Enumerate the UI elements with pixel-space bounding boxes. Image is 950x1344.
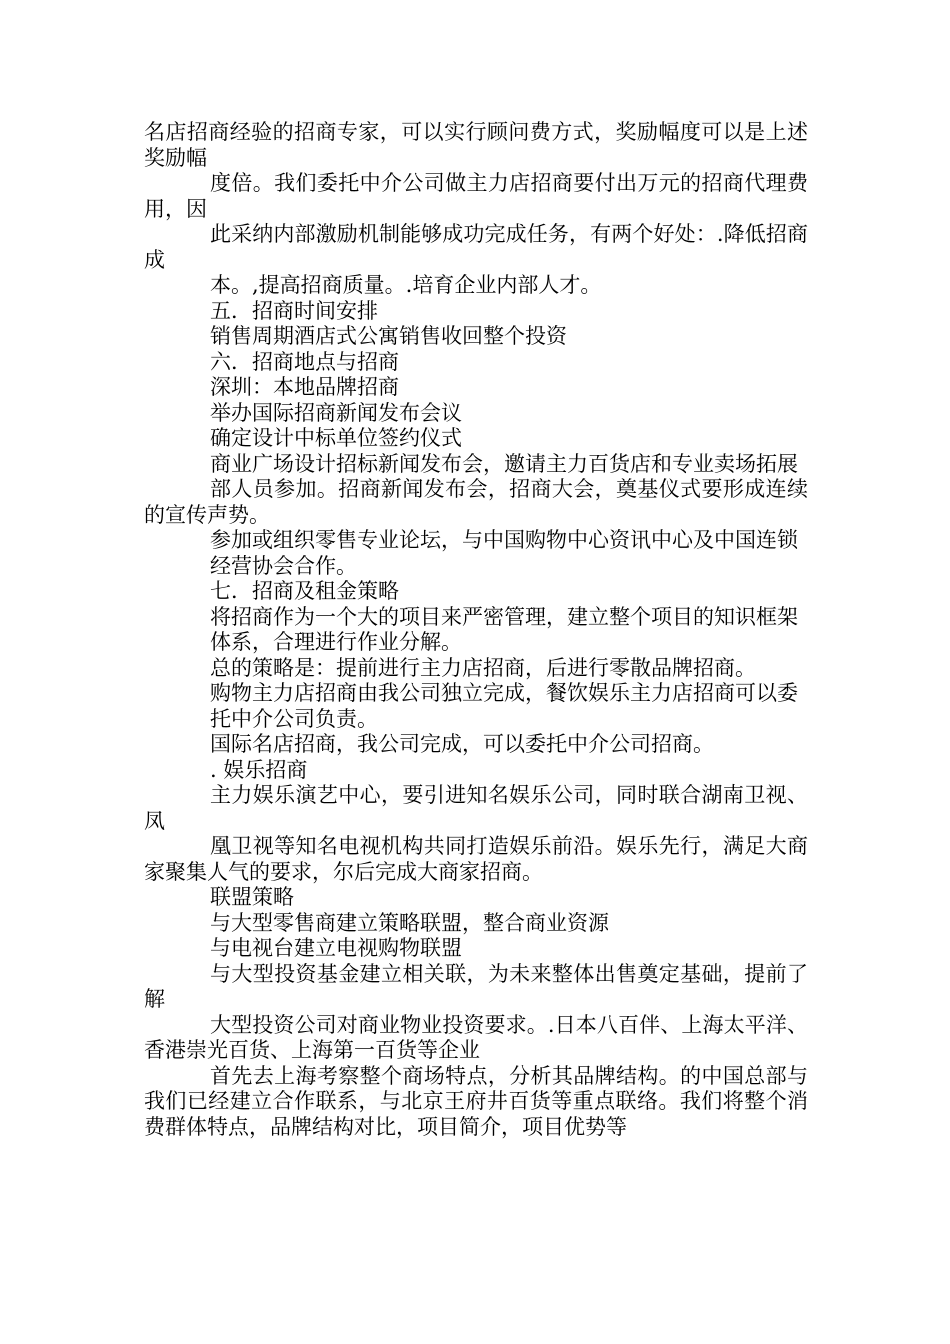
paragraph: 国际名店招商，我公司完成，可以委托中介公司招商。	[210, 732, 714, 756]
paragraph: 度倍。我们委托中介公司做主力店招商要付出万元的招商代理费用，因	[144, 171, 808, 221]
paragraph: 大型投资公司对商业物业投资要求。.日本八百伴、上海太平洋、香港崇光百货、上海第一百货等企业	[144, 1012, 808, 1062]
paragraph: 本。,提高招商质量。.培育企业内部人才。	[210, 273, 602, 297]
paragraph: 联盟策略	[210, 885, 294, 909]
paragraph: 凰卫视等知名电视机构共同打造娱乐前沿。娱乐先行，满足大商家聚集人气的要求，尔后完成大商家招商。	[144, 834, 808, 884]
paragraph: 主力娱乐演艺中心，要引进知名娱乐公司，同时联合湖南卫视、凤	[144, 783, 808, 833]
document-body	[144, 120, 808, 1140]
paragraph: 体系，合理进行作业分解。	[210, 630, 462, 654]
paragraph: 与电视台建立电视购物联盟	[210, 936, 462, 960]
paragraph: 参加或组织零售专业论坛，与中国购物中心资讯中心及中国连锁	[210, 528, 798, 552]
paragraph: 与大型零售商建立策略联盟，整合商业资源	[210, 910, 609, 935]
paragraph: 销售周期酒店式公寓销售收回整个投资	[210, 324, 567, 348]
paragraph: . 娱乐招商	[210, 757, 308, 782]
paragraph: 名店招商经验的招商专家，可以实行顾问费方式，奖励幅度可以是上述奖励幅	[144, 120, 808, 170]
paragraph: 与大型投资基金建立相关联，为未来整体出售奠定基础，提前了解	[144, 961, 808, 1011]
paragraph: 确定设计中标单位签约仪式	[210, 426, 462, 450]
paragraph: 五．招商时间安排	[210, 298, 378, 323]
paragraph: 商业广场设计招标新闻发布会，邀请主力百货店和专业卖场拓展	[210, 451, 798, 476]
paragraph: 经营协会合作。	[210, 553, 357, 578]
paragraph: 深圳：本地品牌招商	[210, 375, 399, 399]
paragraph: 总的策略是：提前进行主力店招商，后进行零散品牌招商。	[210, 655, 756, 680]
paragraph: 举办国际招商新闻发布会议	[210, 400, 462, 425]
paragraph: 将招商作为一个大的项目来严密管理，建立整个项目的知识框架	[210, 604, 798, 629]
paragraph: 托中介公司负责。	[210, 706, 378, 731]
paragraph: 此采纳内部激励机制能够成功完成任务，有两个好处：.降低招商成	[144, 222, 808, 272]
paragraph: 七．招商及租金策略	[210, 579, 399, 603]
paragraph: 六．招商地点与招商	[210, 349, 399, 374]
paragraph: 部人员参加。招商新闻发布会，招商大会，奠基仪式要形成连续的宣传声势。	[144, 477, 808, 527]
paragraph: 首先去上海考察整个商场特点，分析其品牌结构。的中国总部与我们已经建立合作联系，与北京王府井百货等重点联络。我们将整个消费群体特点，品牌结构对比，项目简介，项目优势等	[144, 1063, 808, 1139]
paragraph: 购物主力店招商由我公司独立完成，餐饮娱乐主力店招商可以委	[210, 681, 798, 705]
